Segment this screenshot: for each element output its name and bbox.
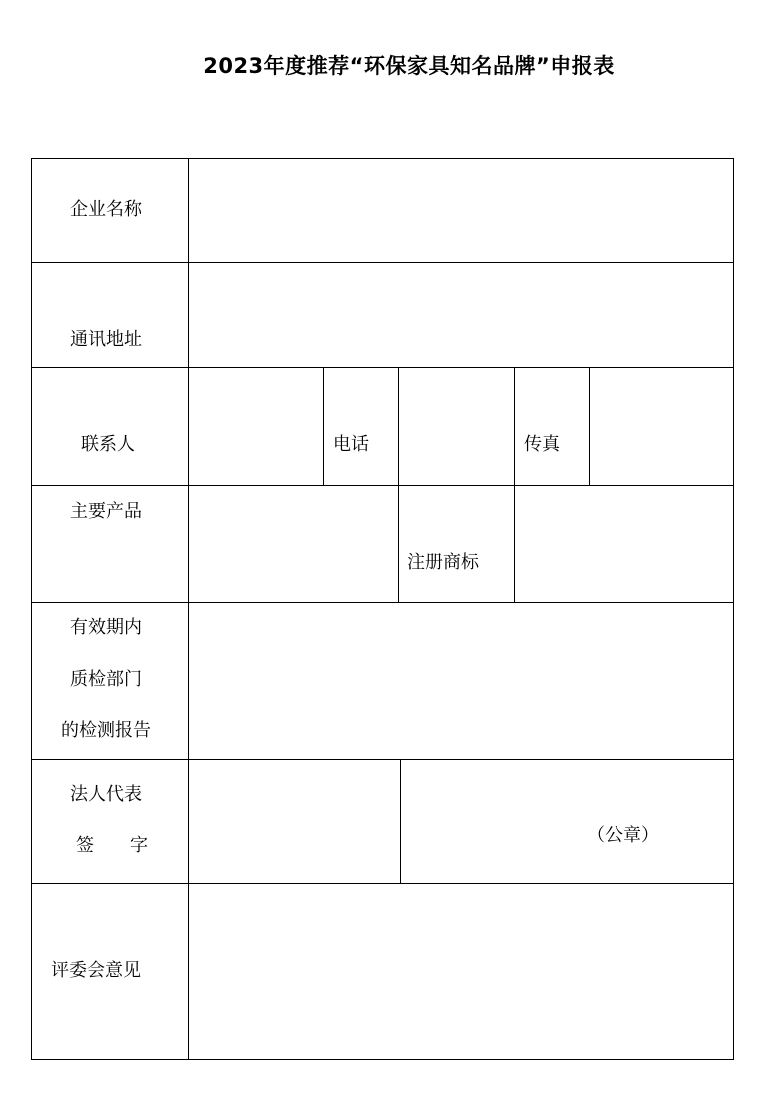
fax-field[interactable] <box>589 367 734 486</box>
phone-label-cell <box>323 367 399 486</box>
main-products-field[interactable] <box>188 485 399 603</box>
legal-rep-label-cell <box>31 759 189 884</box>
legal-rep-signature-field[interactable] <box>188 759 401 884</box>
legal-rep-label-line2: 签 字 <box>76 835 148 856</box>
seal-label: （公章） <box>587 825 659 846</box>
trademark-label: 注册商标 <box>407 552 479 573</box>
review-label: 评委会意见 <box>51 960 141 981</box>
review-field[interactable] <box>188 883 734 1060</box>
address-field[interactable] <box>188 262 734 368</box>
contact-label: 联系人 <box>81 434 135 455</box>
address-label: 通讯地址 <box>70 329 142 350</box>
phone-field[interactable] <box>398 367 515 486</box>
report-label-line1: 有效期内 <box>70 617 142 638</box>
company-name-field[interactable] <box>188 158 734 263</box>
page-title: 2023年度推荐“环保家具知名品牌”申报表 <box>203 54 615 78</box>
trademark-label-cell <box>398 485 515 603</box>
company-name-label: 企业名称 <box>70 199 142 220</box>
fax-label: 传真 <box>524 434 560 455</box>
seal-cell[interactable] <box>400 759 734 884</box>
phone-label: 电话 <box>333 434 369 455</box>
legal-rep-label-line1: 法人代表 <box>70 784 142 805</box>
main-products-label: 主要产品 <box>70 501 142 522</box>
contact-label-cell <box>31 367 189 486</box>
contact-field[interactable] <box>188 367 324 486</box>
report-label-line3: 的检测报告 <box>61 720 151 741</box>
report-label-line2: 质检部门 <box>70 669 142 690</box>
address-label-cell <box>31 262 189 368</box>
trademark-field[interactable] <box>514 485 734 603</box>
report-field[interactable] <box>188 602 734 760</box>
fax-label-cell <box>514 367 590 486</box>
